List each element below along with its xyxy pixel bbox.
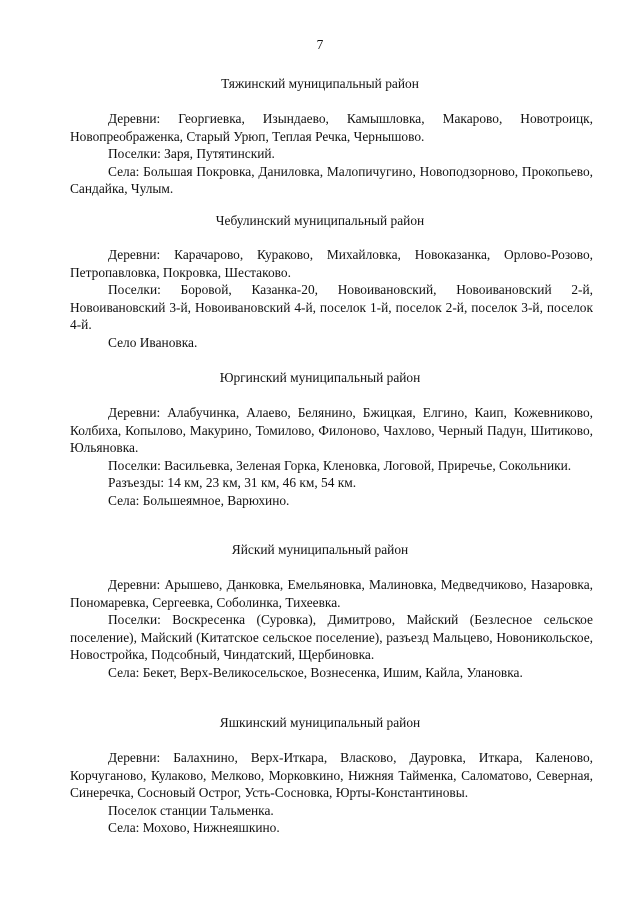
paragraph-station-settlement: Поселок станции Тальменка.	[108, 802, 274, 818]
district-body-yurginsky	[70, 404, 593, 509]
paragraph-selos: Села: Большая Покровка, Даниловка, Малопичугино, Новоподзорново, Прокопьево, Сандайка, Чулым.	[70, 163, 593, 196]
paragraph-villages: Деревни: Арышево, Данковка, Емельяновка, Малиновка, Медведчиково, Назаровка, Пономаревка, Сергеевка, Соболинка, Тихеевка.	[70, 577, 593, 610]
district-title-yashkinsky: Яшкинский муниципальный район	[219, 715, 421, 730]
district-body-tyazhinsky	[70, 110, 593, 198]
paragraph-villages: Деревни: Балахнино, Верх-Иткара, Власково, Дауровка, Иткара, Каленово, Корчуганово, Кулаково, Мелково, Морковкино, Нижняя Тайменка, Саломатово, Северная, Синеречка, Сосновый Острог, Усть-Сосновка, Юрты-Константиновы.	[70, 750, 593, 800]
district-body-chebulinsky	[70, 246, 593, 351]
district-title-yurginsky: Юргинский муниципальный район	[219, 370, 421, 385]
paragraph-settlements: Поселки: Воскресенка (Суровка), Димитрово, Майский (Безлесное сельское поселение), Майский (Китатское сельское поселение), разъезд Мальцево, Новоникольское, Новостройка, Подсобный, Чиндатский, Щербиновка.	[70, 612, 593, 662]
district-body-yashkinsky	[70, 749, 593, 837]
district-title-chebulinsky: Чебулинский муниципальный район	[215, 213, 425, 228]
paragraph-selos: Села: Мохово, Нижнеяшкино.	[108, 820, 280, 835]
district-body-yaysky	[70, 576, 593, 681]
paragraph-selos: Села: Бекет, Верх-Великосельское, Вознесенка, Ишим, Кайла, Улановка.	[108, 664, 523, 680]
paragraph-villages: Деревни: Георгиевка, Изындаево, Камышловка, Макарово, Новотроицк, Новопреображенка, Старый Урюп, Теплая Речка, Чернышово.	[70, 111, 593, 144]
paragraph-settlements: Поселки: Васильевка, Зеленая Горка, Кленовка, Логовой, Приречье, Сокольники.	[108, 457, 572, 473]
page-number: 7	[316, 37, 324, 52]
district-title-yaysky: Яйский муниципальный район	[231, 542, 409, 557]
paragraph-villages: Деревни: Алабучинка, Алаево, Белянино, Бжицкая, Елгино, Каип, Кожевниково, Колбиха, Копылово, Макурино, Томилово, Филоново, Чахлово, Черный Падун, Шитиково, Юльяновка.	[70, 405, 593, 455]
paragraph-selo: Село Ивановка.	[108, 334, 198, 350]
paragraph-selos: Села: Большеямное, Варюхино.	[108, 492, 290, 508]
paragraph-settlements: Поселки: Боровой, Казанка-20, Новоивановский, Новоивановский 2-й, Новоивановский 3-й, Новоивановский 4-й, поселок 1-й, поселок 2-й, поселок 3-й, поселок 4-й.	[70, 282, 593, 332]
district-title-tyazhinsky: Тяжинский муниципальный район	[221, 76, 419, 91]
paragraph-villages: Деревни: Карачарово, Кураково, Михайловка, Новоказанка, Орлово-Розово, Петропавловка, Покровка, Шестаково.	[70, 247, 593, 280]
paragraph-sidings: Разъезды: 14 км, 23 км, 31 км, 46 км, 54 км.	[108, 475, 357, 490]
paragraph-settlements: Поселки: Заря, Путятинский.	[108, 146, 275, 161]
